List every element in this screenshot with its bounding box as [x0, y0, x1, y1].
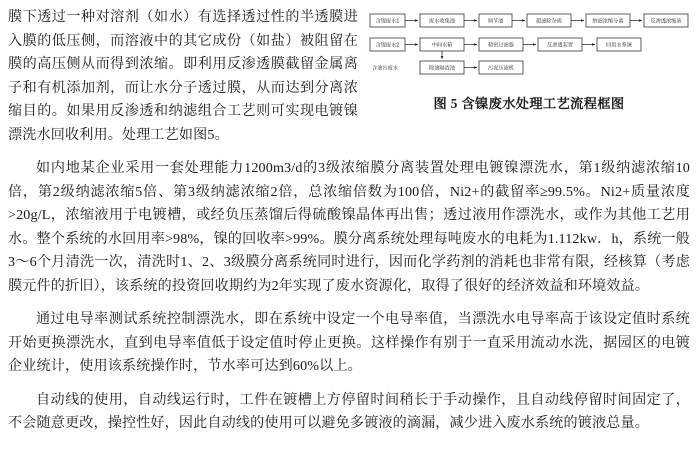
process-flow-diagram	[368, 8, 690, 82]
paragraph-gap	[8, 380, 690, 389]
paragraph-1: 膜下透过一种对溶剂（如水）有选择透过性的半透膜进入膜的低压侧，而溶液中的其它成份（如盐）被阻留在膜的高压侧从而得到浓缩。即利用反渗透膜截留金属离子和有机添加剂，而让水分子透过膜，从而达到分离浓缩目的。如果用反渗透和纳滤组合工艺则可实现电镀镍漂洗水回收利用。处理工艺如图5。	[8, 9, 358, 143]
paragraph-gap	[8, 299, 690, 308]
top-area	[8, 6, 690, 147]
svg-text:中间水箱: 中间水箱	[431, 42, 453, 49]
svg-text:纳滤浓缩分离: 纳滤浓缩分离	[592, 18, 624, 25]
svg-text:调节池: 调节池	[487, 18, 504, 25]
paragraph-2: 如内地某企业采用一套处理能力1200m3/d的3级浓缩膜分离装置处理电镀镍漂洗水，第1级纳滤浓缩10倍，第2级纳滤浓缩5倍、第3级纳滤浓缩2倍，总浓缩倍数为100倍，Ni2+的截留率≥99.5%。Ni2+质量浓度>20g/L，浓缩液用于电镀槽，或经负压蒸馏后得硫酸镍晶体再出售；透过液用作漂洗水，或作为其他工艺用水。整个系统的水回用率>98%，镍的回收率>99%。膜分离系统处理每吨废水的电耗为1.112kw．h，系统一般3～6个月清洗一次，清洗时1、2、3级膜分离系统同时进行，因而化学药剂的消耗也非常有限，经核算（考虑膜元件的折旧），该系统的投资回收期约为2年实现了废水资源化，取得了很好的经济效益和环境效益。	[8, 160, 690, 294]
svg-text:超滤除杂质: 超滤除杂质	[536, 18, 562, 25]
paragraph-4: 自动线的使用，自动线运行时，工件在镀槽上方停留时间稍长于手动操作，且自动线停留时间固定了，不会随意更改，操控性好，因此自动线的使用可以避免多镀液的滴漏，减少进入废水系统的镀液总量。	[8, 391, 690, 431]
figure-caption: 图 5 含镍废水处理工艺流程框图	[433, 96, 625, 111]
paragraph-gap	[8, 148, 690, 157]
svg-text:含镍废水1: 含镍废水1	[375, 18, 400, 25]
svg-text:精密过滤器: 精密过滤器	[488, 42, 514, 49]
svg-text:反渗透装置: 反渗透装置	[547, 42, 573, 49]
svg-text:回用水系统: 回用水系统	[606, 42, 632, 49]
svg-text:反渗透浓缩液: 反渗透浓缩液	[650, 18, 682, 25]
svg-text:除油隔渣池: 除油隔渣池	[429, 65, 455, 72]
figure-block	[368, 6, 690, 112]
svg-text:含油污废水: 含油污废水	[372, 65, 398, 72]
svg-text:含镍废水2: 含镍废水2	[375, 42, 400, 49]
paragraph-3: 通过电导率测试系统控制漂洗水，即在系统中设定一个电导率值，当漂洗水电导率高于该设定值时系统开始更换漂洗水，直到电导率值低于设定值时停止更换。这样操作有别于一直采用流动水洗，据园区的电镀企业统计，使用该系统操作时，节水率可达到60%以上。	[8, 311, 690, 374]
svg-text:废水收集池: 废水收集池	[429, 18, 455, 25]
svg-text:污泥压滤机: 污泥压滤机	[488, 65, 514, 72]
